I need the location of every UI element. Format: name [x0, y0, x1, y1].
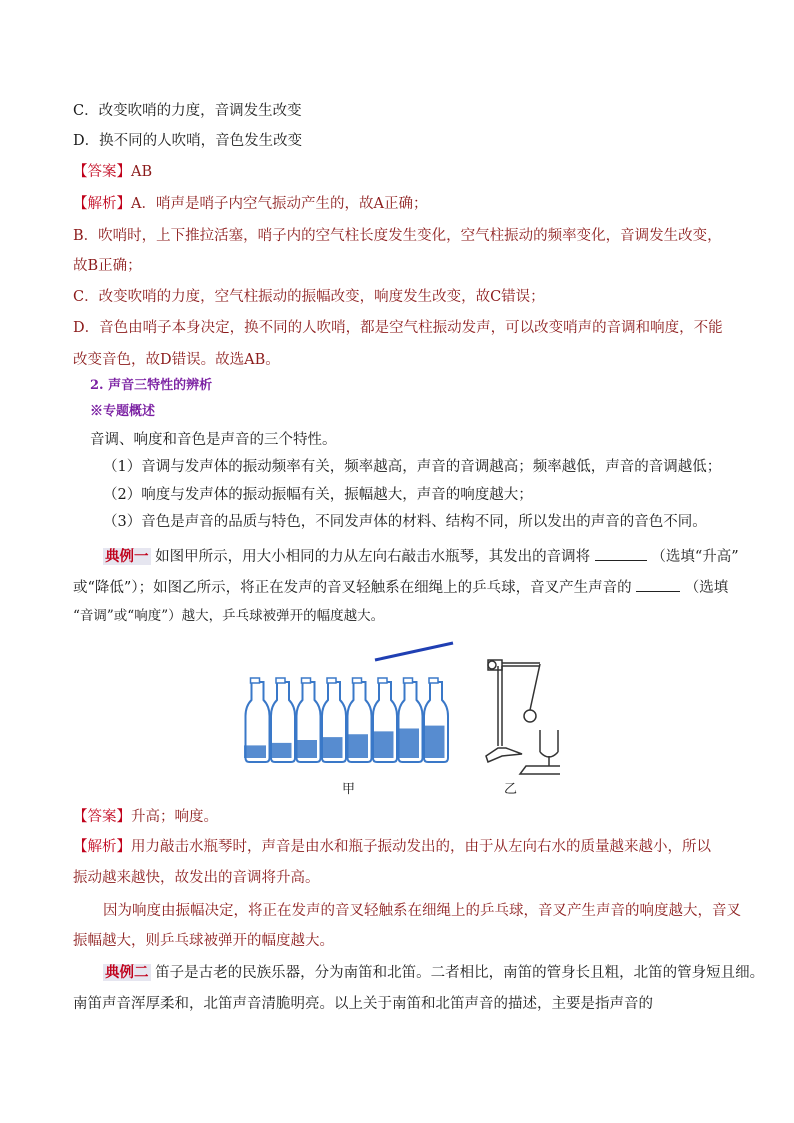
example-2-tag: 典例二 [105, 964, 149, 981]
answer-2-tag: 【答案】 [73, 809, 131, 825]
bottle [346, 678, 372, 762]
answer-1 [73, 162, 152, 182]
section-overview: ※专题概述 [90, 404, 156, 419]
answer-tag: 【答案】 [73, 164, 131, 180]
figure [240, 638, 560, 798]
water-bottles [244, 678, 448, 762]
water-level [423, 726, 445, 758]
experiment-illustration [240, 638, 560, 798]
example-1-tag: 典例一 [105, 548, 149, 565]
analysis-1-d1: D．音色由哨子本身决定，换不同的人吹哨，都是空气柱振动发声，可以改变哨声的音调和响度，不能 [73, 320, 723, 336]
water-level [372, 731, 394, 758]
answer-blank-2[interactable] [636, 577, 680, 592]
analysis-1-c: C．改变吹哨的力度，空气柱振动的振幅改变，响度发生改变，故C错误； [73, 289, 545, 305]
example-1-line-1 [103, 546, 739, 567]
example-1-text-d: （选填 [684, 580, 729, 596]
analysis-1-b2: 故B正确； [73, 258, 142, 274]
bottle [372, 678, 398, 762]
bottle [397, 678, 423, 762]
example-1-line-2 [73, 577, 728, 598]
analysis-2-l3: 因为响度由振幅决定，将正在发声的音叉轻触系在细绳上的乒乓球，音叉产生声音的响度越大，音叉 [103, 903, 741, 919]
section-point-3: （3）音色是声音的品质与特色，不同发声体的材料、结构不同，所以发出的声音的音色不同。 [103, 514, 707, 530]
section-point-1: （1）音调与发声体的振动频率有关，频率越高，声音的音调越高；频率越低，声音的音调越低； [103, 459, 722, 475]
tuning-fork-stand [486, 660, 560, 774]
example-1-line-3: “音调”或“响度”）越大，乒乓球被弹开的幅度越大。 [73, 608, 385, 624]
analysis-text: A．哨声是哨子内空气振动产生的，故A正确； [131, 196, 428, 212]
example-1-text-c: 或“降低”）；如图乙所示，将正在发声的音叉轻触系在细绳上的乒乓球，音叉产生声音的 [73, 580, 632, 596]
section-heading: 2. 声音三特性的辨析 [90, 378, 213, 393]
answer-blank-1[interactable] [595, 546, 647, 561]
example-2-text-1: 笛子是古老的民族乐器，分为南笛和北笛。二者相比，南笛的管身长且粗，北笛的管身短且细。 [155, 965, 765, 981]
striker-stick [375, 643, 453, 660]
analysis-1-b1: B．吹哨时，上下推拉活塞，哨子内的空气柱长度发生变化，空气柱振动的频率变化，音调发生改变， [73, 228, 722, 244]
analysis-2-l4: 振幅越大，则乒乓球被弹开的幅度越大。 [73, 933, 334, 949]
water-level [397, 728, 419, 758]
water-level [295, 740, 317, 758]
analysis-2-tag: 【解析】 [73, 839, 131, 855]
bottle [423, 678, 449, 762]
example-1-text-b: （选填“升高” [651, 549, 739, 565]
water-level [270, 743, 292, 758]
option-c: C．改变吹哨的力度，音调发生改变 [73, 103, 302, 119]
bottle [244, 678, 270, 762]
water-level [321, 737, 343, 758]
bottle [295, 678, 321, 762]
analysis-1-d2: 改变音色，故D错误。故选AB。 [73, 352, 280, 368]
caption-right: 乙 [504, 782, 518, 797]
bottle [270, 678, 296, 762]
water-level [346, 734, 368, 758]
bottle [321, 678, 347, 762]
answer-2 [73, 807, 218, 827]
example-2-line-2: 南笛声音浑厚柔和，北笛声音清脆明亮。以上关于南笛和北笛声音的描述，主要是指声音的 [73, 996, 653, 1012]
analysis-2-l1 [73, 837, 711, 857]
caption-left: 甲 [342, 782, 356, 797]
example-1-text-a: 如图甲所示，用大小相同的力从左向右敲击水瓶琴，其发出的音调将 [155, 549, 591, 565]
answer-2-text: 升高；响度。 [131, 809, 218, 825]
analysis-tag: 【解析】 [73, 196, 131, 212]
option-d: D．换不同的人吹哨，音色发生改变 [73, 133, 303, 149]
analysis-2-text-1: 用力敲击水瓶琴时，声音是由水和瓶子振动发出的，由于从左向右水的质量越来越小，所以 [131, 839, 711, 855]
example-2-line-1 [103, 963, 764, 983]
section-point-2: （2）响度与发声体的振动振幅有关，振幅越大，声音的响度越大； [103, 487, 533, 503]
answer-text: AB [131, 164, 153, 180]
section-intro: 音调、响度和音色是声音的三个特性。 [90, 432, 337, 448]
water-level [244, 745, 266, 758]
analysis-2-l2: 振动越来越快，故发出的音调将升高。 [73, 870, 320, 886]
analysis-1-a [73, 194, 427, 214]
